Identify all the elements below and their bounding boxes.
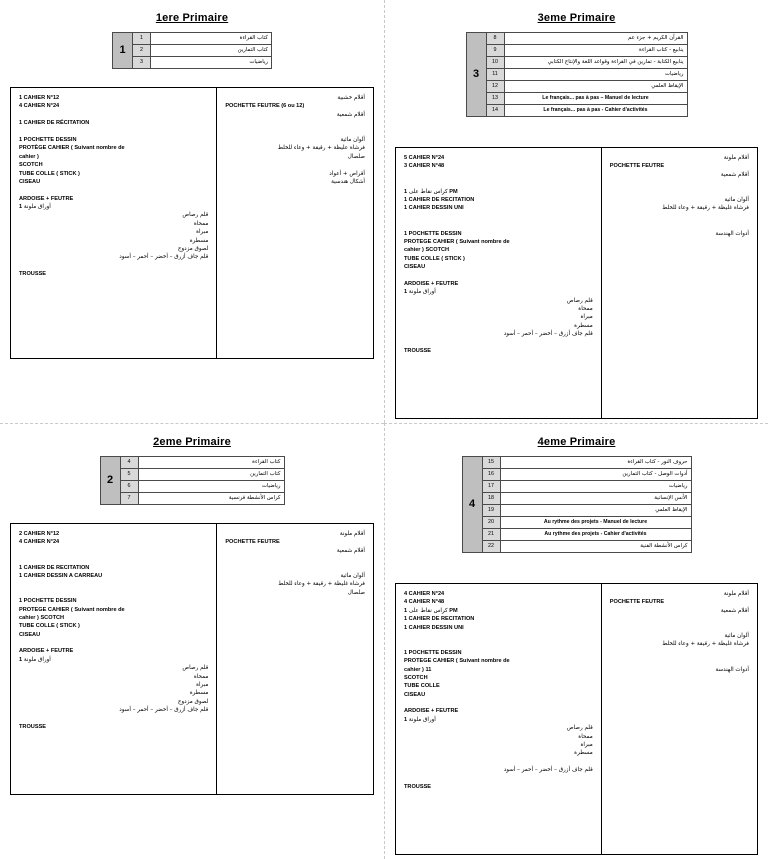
book-list-body [466, 33, 687, 117]
supply-line-ar: ممحاة [578, 733, 593, 740]
supply-line: TUBE COLLE ( STICK ) [404, 255, 465, 262]
supply-line: POCHETTE FEUTRE [609, 163, 665, 170]
supply-line-ar: قلم رصاص [182, 665, 209, 672]
supply-line: 1 CAHIER DE RECITATION [404, 616, 475, 623]
book-number: 21 [482, 529, 500, 541]
supply-spacer [225, 161, 365, 169]
supply-line-ar: أقلام شمعية [336, 547, 365, 554]
book-row [466, 93, 687, 105]
supply-line-ar: قلم جاف أزرق – أخضر – أحمر – أسود [503, 331, 593, 338]
supply-line: TROUSSE [19, 723, 47, 730]
supply-spacer [404, 632, 593, 640]
supply-line: POCHETTE FEUTRE [609, 599, 665, 606]
supply-line: cahier ) [19, 153, 39, 160]
supply-line-ar: مبراة [580, 742, 593, 749]
book-number: 3 [133, 57, 151, 69]
supply-spacer [225, 119, 365, 127]
supply-line-ar: أقلام شمعية [720, 171, 749, 178]
spacer [395, 561, 758, 583]
book-list-table [112, 32, 272, 69]
supply-spacer [225, 564, 365, 572]
supply-line: 2 CAHIER N°12 [19, 531, 60, 537]
supplies-column-right [217, 524, 373, 794]
book-list-table [100, 456, 285, 505]
book-title: كتاب التمارين [151, 45, 272, 57]
supply-line: 1 CAHIER DESSIN A CARREAU [19, 572, 103, 579]
book-number: 4 [120, 457, 138, 469]
supply-spacer [19, 262, 208, 270]
supply-line-ar: أقلام ملونة [723, 591, 749, 597]
book-number: 15 [482, 457, 500, 469]
book-title: كتاب التمارين [138, 469, 284, 481]
page-title: 3eme Primaire [537, 12, 616, 24]
supply-line: ARDOISE + FEUTRE [19, 195, 74, 202]
supply-spacer [610, 624, 749, 632]
supply-line-ar: أدوات الهندسة [715, 666, 749, 673]
book-row [462, 517, 691, 529]
supply-line-ar: أوراق ملونة [407, 716, 436, 723]
book-row [100, 457, 284, 469]
supply-line: 4 CAHIER N°24 [404, 591, 445, 597]
supply-line-text: 1 [19, 656, 23, 663]
supply-line-ar: ممحاة [193, 220, 209, 227]
book-title: Le français... pas à pas – Manuel de lecture [504, 93, 687, 105]
book-list-body [462, 457, 691, 553]
supply-line: 1 CAHIER DESSIN UNI [404, 205, 464, 212]
supply-line: CISEAU [404, 264, 426, 271]
supply-line-ar: أوراق ملونة [407, 289, 436, 296]
supply-line-ar: أوراق ملونة [22, 204, 51, 211]
supply-line: 5 CAHIER N°24 [404, 155, 445, 161]
supply-line: SCOTCH [19, 162, 43, 169]
supply-line: 1 CAHIER DE RECITATION [19, 564, 90, 571]
supply-line-ar: ألوان مائية [340, 136, 365, 143]
book-row [113, 57, 272, 69]
supply-line: cahier ) SCOTCH [19, 614, 65, 621]
supply-line-ar: أشكال هندسية [331, 178, 365, 185]
supply-line: 4 CAHIER N°48 [404, 599, 445, 606]
level-badge: 4 [462, 457, 482, 553]
book-number: 14 [486, 105, 504, 117]
supply-spacer [404, 339, 593, 347]
supply-line: PROTEGE CAHIER ( Suivant nombre de [404, 238, 510, 245]
supply-spacer [610, 179, 749, 187]
supply-line-ar: قلم جاف أزرق – أخضر – أحمر – أسود [503, 767, 593, 774]
supplies-column-right [602, 584, 757, 854]
book-title: حروف النور - كتاب القراءة [500, 457, 691, 469]
supply-spacer [404, 271, 593, 279]
book-title: Au rythme des projets - Manuel de lecture [500, 517, 691, 529]
spacer [10, 513, 374, 523]
supply-line-ar: مبراة [580, 314, 593, 321]
book-row [462, 493, 691, 505]
supply-spacer [19, 589, 208, 597]
book-row [466, 69, 687, 81]
book-row [466, 45, 687, 57]
book-title: Au rythme des projets - Cahier d'activités [500, 529, 691, 541]
book-number: 19 [482, 505, 500, 517]
supply-line [404, 288, 593, 296]
book-list-table [466, 32, 688, 117]
supply-line-ar: صلصال [347, 589, 365, 596]
supply-line: TUBE COLLE ( STICK ) [19, 170, 80, 177]
book-number: 20 [482, 517, 500, 529]
supply-line-ar: أوراق ملونة [22, 656, 51, 663]
book-row [462, 469, 691, 481]
supply-line: 1 CAHIER N°12 [19, 95, 60, 101]
spacer [395, 125, 758, 147]
book-number: 18 [482, 493, 500, 505]
book-number: 6 [120, 481, 138, 493]
supply-line: 1 CAHIER DE RECITATION [404, 196, 475, 203]
book-title: ينابيع - كتاب القراءة [504, 45, 687, 57]
supply-line: TROUSSE [19, 271, 47, 278]
book-row [113, 45, 272, 57]
supply-line-ar: أقراص + أعواد [329, 170, 365, 177]
supply-line: POCHETTE FEUTRE [225, 539, 280, 546]
supply-line-ar: قلم رصاص [566, 297, 593, 304]
supply-line: PROTEGE CAHIER ( Suivant nombre de [404, 658, 510, 665]
supply-line-ar: قلم رصاص [566, 725, 593, 732]
supply-line-ar: أقلام شمعية [336, 111, 365, 118]
book-title: أدوات الوصل - كتاب التمارين [500, 469, 691, 481]
book-title: رياضيات [500, 481, 691, 493]
book-list-body [113, 33, 272, 69]
book-row [466, 33, 687, 45]
book-number: 16 [482, 469, 500, 481]
supply-line-ar: مبراة [196, 229, 209, 236]
book-row [462, 505, 691, 517]
supply-line: CISEAU [404, 691, 426, 698]
supply-line: ARDOISE + FEUTRE [404, 280, 459, 287]
book-row [462, 457, 691, 469]
book-number: 9 [486, 45, 504, 57]
supply-line: 1 POCHETTE DESSIN [19, 598, 77, 605]
supply-spacer [610, 649, 749, 657]
supply-line: 3 CAHIER N°48 [404, 163, 445, 170]
book-number: 11 [486, 69, 504, 81]
supplies-column-left [11, 88, 217, 358]
supply-line-ar: صلصال [347, 153, 365, 160]
supply-line-text: 1 PM [404, 607, 458, 614]
book-number: 7 [120, 493, 138, 505]
supplies-column-left [11, 524, 217, 794]
level-badge: 2 [100, 457, 120, 505]
supply-line: ARDOISE + FEUTRE [404, 708, 459, 715]
supply-line-ar: أقلام ملونة [723, 155, 749, 161]
book-title: الإيقاظ العلمي [504, 81, 687, 93]
supply-line-ar: لصوق مزدوج [177, 698, 209, 705]
supply-spacer [19, 580, 208, 588]
supply-spacer [610, 657, 749, 665]
book-title: رياضيات [151, 57, 272, 69]
spacer [10, 77, 374, 87]
supplies-box [395, 147, 758, 419]
book-title: رياضيات [504, 69, 687, 81]
page-title: 1ere Primaire [155, 12, 229, 24]
supply-line: TUBE COLLE [404, 683, 440, 690]
book-title: القرآن الكريم + جزء عم [504, 33, 687, 45]
supply-line [404, 188, 593, 196]
supplies-column-right [217, 88, 373, 358]
supply-line: PROTEGE CAHIER ( Suivant nombre de [19, 606, 125, 613]
supply-spacer [404, 213, 593, 221]
book-number: 8 [486, 33, 504, 45]
supply-spacer [19, 715, 208, 723]
book-number: 13 [486, 93, 504, 105]
supply-spacer [225, 128, 365, 136]
supply-line-ar: قلم رصاص [182, 212, 209, 219]
book-list-body [100, 457, 284, 505]
book-row [100, 481, 284, 493]
supply-line-text: 1 [19, 204, 23, 211]
supplies-column-left [396, 584, 602, 854]
supplies-box [395, 583, 758, 855]
supply-line-ar: ممحاة [193, 673, 209, 680]
supply-line-ar: مسطرة [574, 322, 593, 329]
book-list-table [462, 456, 692, 553]
supply-line-ar: لصوق مزدوج [177, 246, 209, 253]
book-row [462, 481, 691, 493]
supply-line-ar: قلم جاف أزرق – أخضر – أحمر – أسود [119, 254, 209, 261]
supply-spacer [19, 547, 208, 555]
supply-line-ar: فرشاة عليظة + رقيقة + وعاء للخلط [277, 145, 365, 152]
supply-line-ar: فرشاة غليظة + رقيقة + وعاء للخلط [662, 641, 749, 648]
supply-line: POCHETTE FEUTRE (6 ou 12) [225, 103, 305, 110]
book-row [100, 469, 284, 481]
supply-spacer [404, 775, 593, 783]
supply-spacer [404, 171, 593, 179]
book-row [113, 33, 272, 45]
supplies-column-right [602, 148, 757, 418]
book-title: رياضيات [138, 481, 284, 493]
supply-line-ar: ألوان مائية [724, 632, 749, 639]
supply-line: cahier ) SCOTCH [404, 247, 450, 254]
book-title: الإيقاظ العلمي [500, 505, 691, 517]
supply-spacer [404, 179, 593, 187]
supply-line-ar: أدوات الهندسة [715, 230, 749, 237]
page-3eme-primaire [384, 0, 768, 423]
book-number: 10 [486, 57, 504, 69]
supply-line-ar: أقلام شمعية [720, 607, 749, 614]
page-title: 4eme Primaire [537, 436, 616, 448]
supply-spacer [610, 221, 749, 229]
book-row [466, 105, 687, 117]
supply-line: CISEAU [19, 178, 41, 185]
supply-line [404, 716, 593, 724]
supply-line-ar: أقلام ملونة [339, 531, 365, 537]
supply-line: TROUSSE [404, 347, 432, 354]
supply-spacer [404, 221, 593, 229]
book-number: 5 [120, 469, 138, 481]
level-badge: 3 [466, 33, 486, 117]
page-title: 2eme Primaire [153, 436, 231, 448]
supply-spacer [19, 639, 208, 647]
supply-line-ar: قلم جاف أزرق – أخضر – أحمر – أسود [119, 707, 209, 714]
supply-line: 1 POCHETTE DESSIN [19, 136, 77, 143]
supply-line: 1 CAHIER DESSIN UNI [404, 624, 464, 631]
level-badge: 1 [113, 33, 133, 69]
supply-spacer [19, 128, 208, 136]
supplies-column-left [396, 148, 602, 418]
supply-line-text: 1 [404, 716, 408, 723]
supply-spacer [19, 555, 208, 563]
supply-line-ar: مسطرة [189, 237, 209, 244]
supply-line-text: 1 PM [404, 188, 458, 195]
supply-line: 4 CAHIER N°24 [19, 103, 60, 110]
book-title: الأنس الإنسانية [500, 493, 691, 505]
book-number: 12 [486, 81, 504, 93]
supply-line-ar: ألوان مائية [724, 196, 749, 203]
supply-line-ar: أقلام خشبية [337, 95, 365, 101]
supply-line: ARDOISE + FEUTRE [19, 648, 74, 655]
supply-spacer [610, 615, 749, 623]
supply-line: 1 POCHETTE DESSIN [404, 230, 462, 237]
supply-line-ar: مسطرة [574, 750, 593, 757]
supply-spacer [19, 186, 208, 194]
supply-line-ar: مبراة [196, 682, 209, 689]
supply-spacer [404, 699, 593, 707]
supply-spacer [404, 758, 593, 766]
supply-line: CISEAU [19, 631, 41, 638]
supply-line: PROTÈGE CAHIER ( Suivant nombre de [19, 145, 125, 152]
supply-line: 1 POCHETTE DESSIN [404, 649, 462, 656]
book-number: 1 [133, 33, 151, 45]
book-row [462, 541, 691, 553]
supply-line: cahier ) 11 [404, 666, 432, 673]
supply-line: SCOTCH [404, 674, 428, 681]
book-number: 22 [482, 541, 500, 553]
supply-spacer [225, 555, 365, 563]
book-title: ينابيع الكتابة - تمارين في القراءة وقواعد اللغة والإنتاج الكتابي [504, 57, 687, 69]
page-2eme-primaire [0, 423, 384, 859]
supplies-box [10, 523, 374, 795]
page-1ere-primaire [0, 0, 384, 423]
book-number: 17 [482, 481, 500, 493]
book-row [466, 57, 687, 69]
supply-line-ar: مسطرة [189, 690, 209, 697]
supply-spacer [404, 640, 593, 648]
book-title: كتاب القراءة [151, 33, 272, 45]
book-title: كتاب القراءة [138, 457, 284, 469]
supply-spacer [19, 111, 208, 119]
supply-line [19, 203, 208, 211]
page-4eme-primaire [384, 423, 768, 859]
book-title: Le français... pas à pas - Cahier d'activités [504, 105, 687, 117]
supply-line-ar: فرشاة غليظة + رقيقة + وعاء للخلط [662, 205, 749, 212]
supply-line-ar: كراس نقاط على [407, 188, 448, 195]
supply-line: TROUSSE [404, 783, 432, 790]
supplies-box [10, 87, 374, 359]
supply-line-ar: ألوان مائية [340, 572, 365, 579]
book-number: 2 [133, 45, 151, 57]
supply-spacer [610, 213, 749, 221]
supply-spacer [610, 188, 749, 196]
supply-line: TUBE COLLE ( STICK ) [19, 623, 80, 630]
supply-line: 1 CAHIER DE RÉCITATION [19, 120, 90, 127]
book-row [462, 529, 691, 541]
book-title: كراس الأنشطة الفنية [500, 541, 691, 553]
supply-line-ar: ممحاة [578, 306, 593, 313]
supply-line: 4 CAHIER N°24 [19, 539, 60, 546]
supply-line-ar: فرشاة غليظة + رقيقة + وعاء للخلط [278, 581, 365, 588]
supply-line [404, 607, 593, 615]
supply-line-ar: كراس نقاط على [407, 607, 448, 614]
supply-line-text: 1 [404, 289, 408, 296]
book-row [466, 81, 687, 93]
supply-line [19, 656, 208, 664]
book-row [100, 493, 284, 505]
book-title: كراس الأنشطة فرنسية [138, 493, 284, 505]
